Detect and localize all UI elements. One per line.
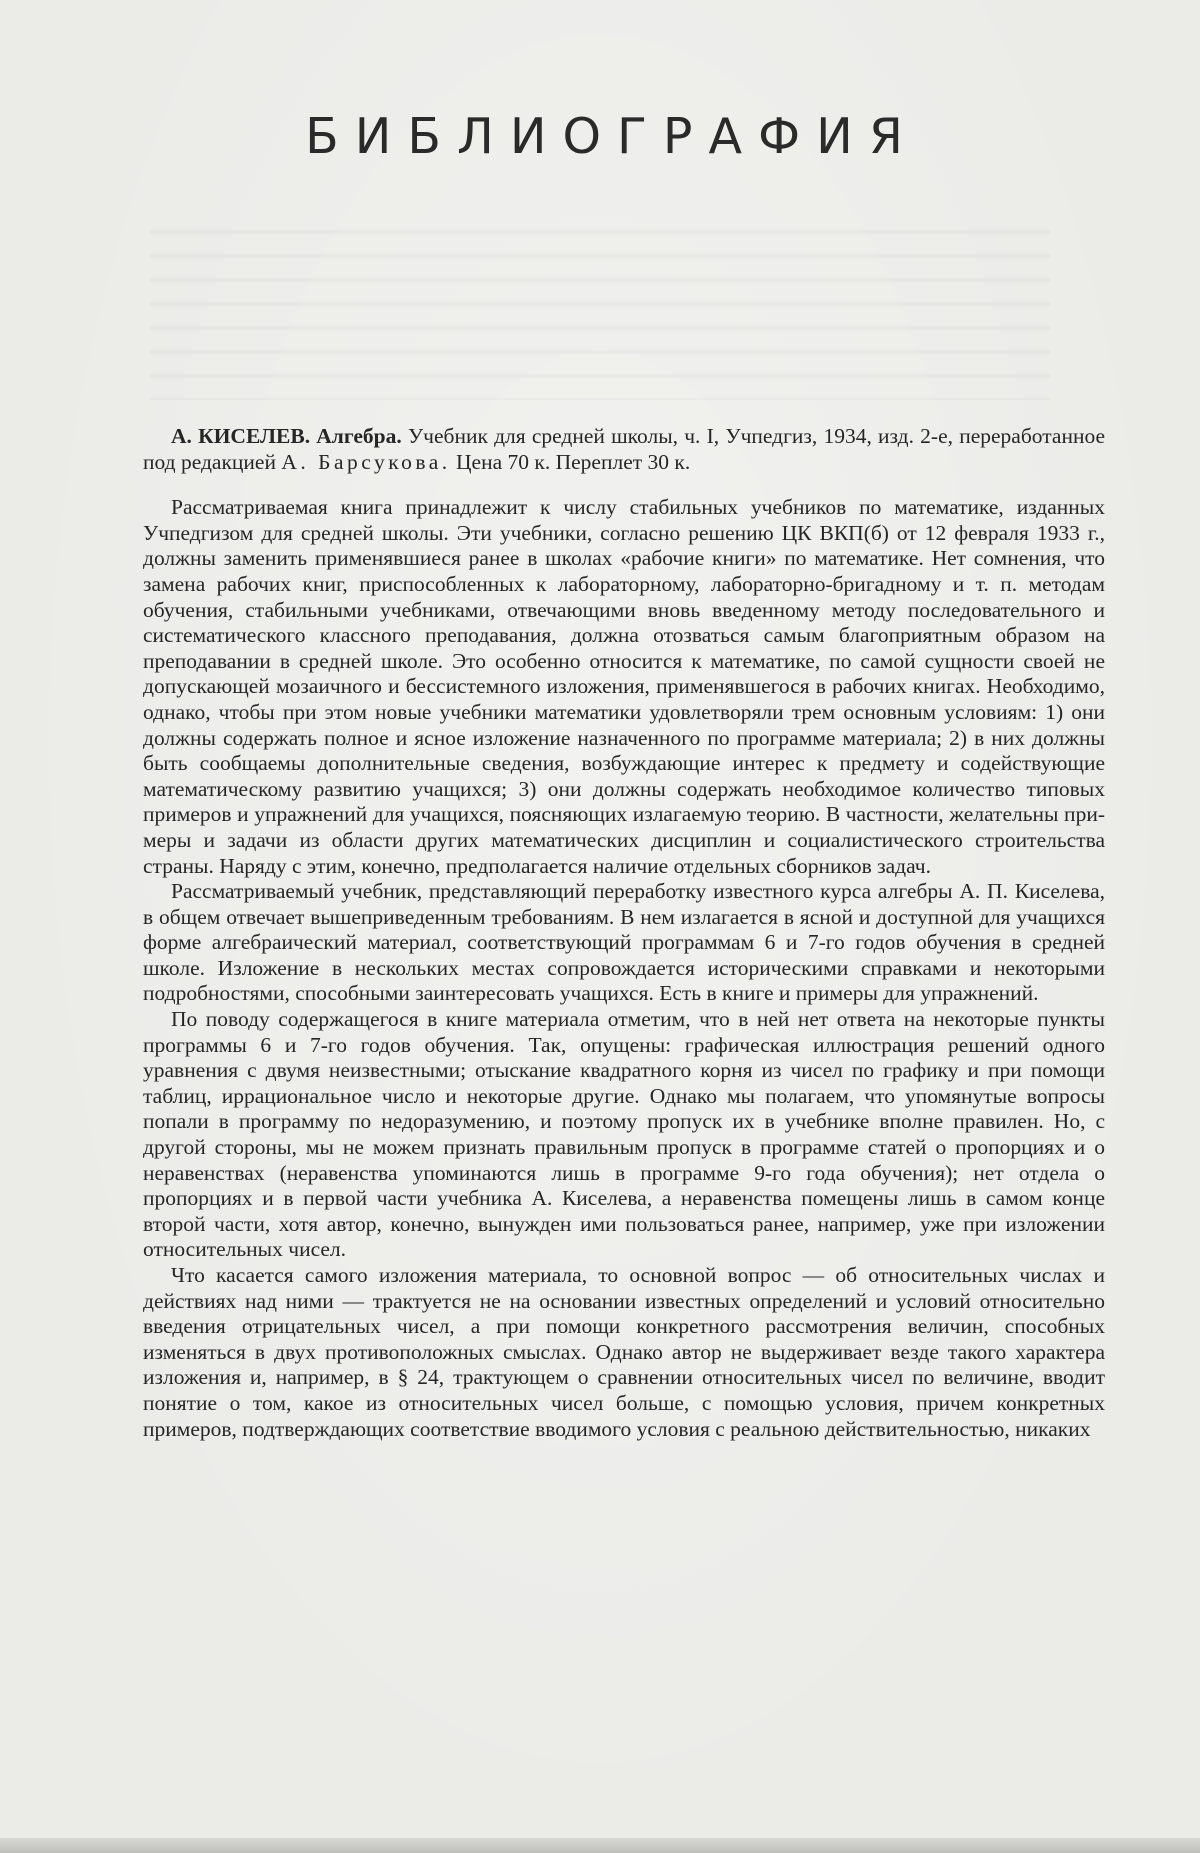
citation-title: Алгебра.	[316, 424, 402, 448]
citation-editor: А. Барсукова.	[281, 449, 451, 474]
citation-price: Цена 70 к. Переплет 30 к.	[456, 449, 691, 474]
page-bottom-edge	[0, 1838, 1200, 1853]
review-paragraph-3: По поводу содержащегося в книге материала отметим, что в ней нет ответа на некоторые пункты программы 6 и 7-го годов обучения. Так, опущены: графическая иллюстрация решений одного уравнения с двумя неизвестными; отыскание квадратного корня из чисел по графику и при помощи таблиц, иррациональное число и некоторые другие. Однако мы полагаем, что упомянутые вопросы попали в программу по недоразумению, и поэтому пропуск их в учебнике вполне правилен. Но, с другой стороны, мы не можем признать правильным пропуск в программе статей о пропорциях и о неравенствах (неравенства упоминаются лишь в программе 9-го года обучения); нет отдела о пропорциях и в первой части учебника А. Киселева, а неравенства помещены лишь в самом конце второй части, хотя автор, конечно, вынужден ими пользоваться ранее, например, уже при изложении относительных чисел.	[143, 1007, 1105, 1262]
citation-details: Учебник для средней школы, ч. I, Учпедгиз, 1934, изд. 2-е, переработанное под редакцией	[143, 424, 1106, 474]
review-paragraph-4: Что касается самого изложения материала, то основной вопрос — об относительных числах и действиях над ними — трактуется не на основании известных определений и условий относительно введения отрицательных чисел, а при помощи конкретного рассмотрения величин, способных изменяться в двух противоположных смыслах. Однако автор не выдерживает везде такого характера изложения и, например, в § 24, трактующем о сравнении относительных чисел по величине, вводит понятие о том, какое из относительных чисел больше, с помощью условия, причем конкретных примеров, подтверждающих соответствие вводимого условия с реальною действительностью, никаких	[143, 1263, 1105, 1441]
citation-author: А. КИСЕЛЕВ.	[171, 424, 311, 448]
review-paragraph-2: Рассматриваемый учебник, представляющий переработку известного курса алгебры А. П. Киселева, в общем отвечает вышеприведенным требованиям. В нем излагается в ясной и доступной для учащихся форме алгебраический материал, соответствующий программам 6 и 7-го годов обучения в средней школе. Изложение в нескольких местах сопровождается историческими справками и некоторыми подробностями, способными заинтересовать учащихся. Есть в книге и примеры для упражнений.	[143, 879, 1105, 1006]
review-article	[143, 424, 1105, 1442]
page-title: БИБЛИОГРАФИЯ	[305, 108, 919, 165]
review-paragraph-1: Рассматриваемая книга принадлежит к числу стабильных учебников по математике, изданных Учпедгизом для средней школы. Эти учебники, согласно решению ЦК ВКП(б) от 12 февраля 1933 г., должны заменить применявшиеся ранее в школах «рабочие книги» по математике. Нет сомнения, что замена рабочих книг, приспособленных к лабораторному, лабораторно-бригадному и т. п. методам обучения, стабильными учебниками, отвечающими вновь введенному методу последовательного и систематического классного преподавания, должна отозваться самым благоприятным образом на преподавании в средней школе. Это особенно относится к математике, по самой сущности своей не допускающей мозаичного и бессистемного изложения, применявшегося в рабочих книгах. Необходимо, однако, чтобы при этом новые учебники математики удовлетворяли трем основным условиям: 1) они должны содержать полное и ясное изложение назначенного по программе материала; 2) в них должны быть сообщаемы дополнительные сведения, возбуждающие интерес к предмету и содействующие математическому развитию учащихся; 3) они должны содержать необходимое количество типовых примеров и упражнений для учащихся, поясняющих излагаемую теорию. В частности, желательны примеры и задачи из области других математических дисциплин и социалистического строительства страны. Наряду с этим, конечно, предполагается наличие отдельных сборников задач.	[143, 495, 1105, 878]
book-citation	[143, 424, 1105, 475]
bleed-through-text-area	[150, 210, 1050, 400]
